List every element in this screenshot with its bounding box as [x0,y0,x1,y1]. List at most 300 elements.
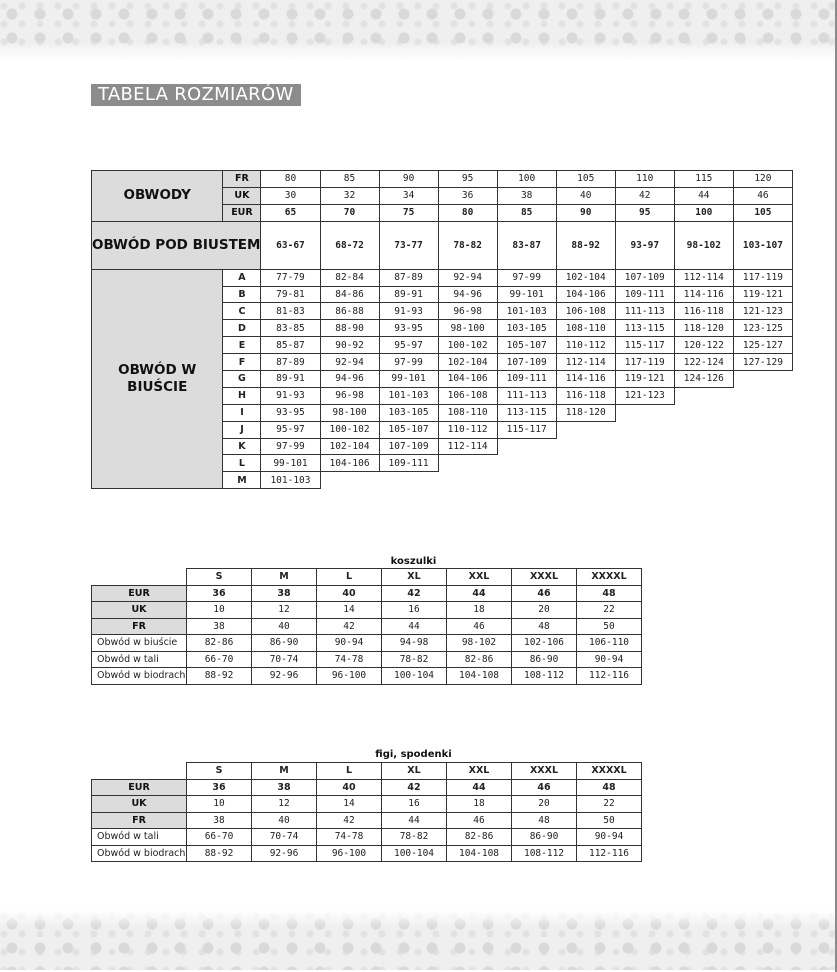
cup-letter: H [223,387,261,404]
figi-table [91,762,642,862]
band-size-cell: 120 [733,171,792,188]
bust-cell: 99-101 [261,455,320,472]
system-value: 16 [382,796,447,813]
system-value: 44 [382,618,447,635]
system-label: EUR [92,779,187,796]
system-value: 42 [317,812,382,829]
system-value: 38 [252,585,317,602]
bust-cell: 94-96 [320,371,379,388]
measure-label: Obwód w biodrach [92,845,187,862]
measure-value: 96-100 [317,845,382,862]
bust-cell: 107-109 [379,438,438,455]
bust-cell: 114-116 [674,286,733,303]
system-label: FR [92,812,187,829]
bust-cell: 109-111 [497,371,556,388]
size-header-row [92,569,642,586]
size-header: M [252,569,317,586]
measure-value: 88-92 [187,668,252,685]
empty-cell [379,472,438,489]
empty-cell [674,404,733,421]
lace-border-top [0,0,837,60]
bust-cell: 109-111 [379,455,438,472]
bust-cell: 116-118 [674,303,733,320]
system-value: 48 [577,585,642,602]
system-value: 48 [512,618,577,635]
system-label: UK [92,602,187,619]
bust-cell: 93-95 [261,404,320,421]
bust-cell: 96-98 [438,303,497,320]
band-size-cell: 100 [497,171,556,188]
size-header: XXXXL [577,763,642,780]
empty-cell [615,472,674,489]
bust-cell: 103-105 [379,404,438,421]
bust-cell: 100-102 [320,421,379,438]
system-value: 12 [252,796,317,813]
underbust-cell: 88-92 [556,221,615,269]
bust-cell: 117-119 [615,354,674,371]
system-value: 50 [577,618,642,635]
system-value: 10 [187,796,252,813]
bust-cell: 97-99 [379,354,438,371]
cup-letter: D [223,320,261,337]
size-header: XXXXL [577,569,642,586]
system-code: FR [223,171,261,188]
bust-cell: 112-114 [556,354,615,371]
bust-cell: 99-101 [497,286,556,303]
system-value: 36 [187,779,252,796]
system-value: 46 [512,585,577,602]
koszulki-caption: koszulki [390,556,437,567]
band-size-cell: 44 [674,187,733,204]
measure-row [92,651,642,668]
measure-row [92,668,642,685]
bust-cell: 87-89 [379,269,438,286]
empty-cell [497,455,556,472]
bust-cell: 110-112 [438,421,497,438]
system-value: 38 [187,812,252,829]
measure-value: 108-112 [512,845,577,862]
measure-label: Obwód w tali [92,651,187,668]
system-value: 48 [512,812,577,829]
underbust-cell: 68-72 [320,221,379,269]
system-row [92,618,642,635]
system-value: 44 [447,779,512,796]
bust-cell: 102-104 [320,438,379,455]
measure-value: 96-100 [317,668,382,685]
system-value: 12 [252,602,317,619]
bust-cell: 112-114 [674,269,733,286]
measure-value: 108-112 [512,668,577,685]
system-value: 44 [447,585,512,602]
underbust-cell: 73-77 [379,221,438,269]
size-header: S [187,569,252,586]
underbust-cell: 83-87 [497,221,556,269]
system-value: 18 [447,602,512,619]
bust-cell: 123-125 [733,320,792,337]
empty-cell [556,472,615,489]
bust-cell: 104-106 [320,455,379,472]
band-size-cell: 105 [733,204,792,221]
measure-value: 88-92 [187,845,252,862]
obwody-label: OBWODY [92,171,223,222]
bust-cell: 118-120 [674,320,733,337]
measure-value: 66-70 [187,651,252,668]
measure-value: 78-82 [382,651,447,668]
bust-cell: 108-110 [438,404,497,421]
bust-cell: 82-84 [320,269,379,286]
cup-letter: E [223,337,261,354]
cup-letter: C [223,303,261,320]
underbust-cell: 98-102 [674,221,733,269]
bust-cell: 83-85 [261,320,320,337]
size-header: L [317,569,382,586]
empty-cell [674,421,733,438]
size-header-row [92,763,642,780]
measure-value: 78-82 [382,829,447,846]
bust-cell: 102-104 [556,269,615,286]
system-row [92,602,642,619]
bust-cell: 119-121 [615,371,674,388]
empty-cell [556,421,615,438]
measure-label: Obwód w biuście [92,635,187,652]
band-size-cell: 80 [438,204,497,221]
bust-cell: 117-119 [733,269,792,286]
band-size-cell: 95 [438,171,497,188]
bust-cell: 114-116 [556,371,615,388]
empty-cell [674,438,733,455]
bust-cell: 110-112 [556,337,615,354]
bust-cell: 107-109 [497,354,556,371]
bust-cell: 90-92 [320,337,379,354]
measure-label: Obwód w tali [92,829,187,846]
bust-cell: 81-83 [261,303,320,320]
measure-value: 92-96 [252,845,317,862]
system-value: 50 [577,812,642,829]
size-header: XL [382,569,447,586]
system-value: 20 [512,796,577,813]
measure-value: 104-108 [447,668,512,685]
bust-cell: 94-96 [438,286,497,303]
system-value: 38 [187,618,252,635]
band-size-cell: 42 [615,187,674,204]
bust-cell: 124-126 [674,371,733,388]
bust-cell: 89-91 [261,371,320,388]
empty-cell [497,472,556,489]
system-row [92,779,642,796]
band-size-cell: 100 [674,204,733,221]
system-value: 40 [317,779,382,796]
figi-caption: figi, spodenki [375,749,452,760]
empty-cell [320,472,379,489]
system-value: 22 [577,796,642,813]
system-value: 22 [577,602,642,619]
size-header: XXXL [512,569,577,586]
bust-cell: 104-106 [438,371,497,388]
system-label: FR [92,618,187,635]
bust-cell: 103-105 [497,320,556,337]
measure-value: 70-74 [252,829,317,846]
measure-value: 90-94 [577,651,642,668]
band-size-cell: 115 [674,171,733,188]
empty-cell [615,404,674,421]
system-value: 18 [447,796,512,813]
measure-value: 82-86 [447,829,512,846]
band-size-cell: 80 [261,171,320,188]
cup-letter: J [223,421,261,438]
measure-value: 74-78 [317,651,382,668]
system-value: 48 [577,779,642,796]
bust-cell: 105-107 [379,421,438,438]
band-size-cell: 90 [379,171,438,188]
bust-cell: 97-99 [261,438,320,455]
bust-cell: 109-111 [615,286,674,303]
bust-cell: 91-93 [379,303,438,320]
empty-cell [556,438,615,455]
measure-value: 90-94 [577,829,642,846]
system-value: 40 [252,618,317,635]
system-label: EUR [92,585,187,602]
empty-cell [674,387,733,404]
bust-cell: 116-118 [556,387,615,404]
band-size-cell: 30 [261,187,320,204]
bust-cell: 95-97 [261,421,320,438]
cup-letter: F [223,354,261,371]
measure-value: 74-78 [317,829,382,846]
measure-value: 112-116 [577,845,642,862]
system-value: 20 [512,602,577,619]
system-value: 40 [317,585,382,602]
bust-cell: 92-94 [438,269,497,286]
measure-value: 66-70 [187,829,252,846]
measure-value: 98-102 [447,635,512,652]
band-size-cell: 65 [261,204,320,221]
system-value: 14 [317,602,382,619]
bust-cell: 108-110 [556,320,615,337]
system-value: 36 [187,585,252,602]
bust-cell: 101-103 [379,387,438,404]
measure-value: 90-94 [317,635,382,652]
band-size-cell: 40 [556,187,615,204]
underbust-cell: 63-67 [261,221,320,269]
measure-value: 106-110 [577,635,642,652]
bust-cell: 121-123 [733,303,792,320]
empty-cell [733,438,792,455]
measure-value: 100-104 [382,668,447,685]
size-header: XXXL [512,763,577,780]
underbust-cell: 78-82 [438,221,497,269]
system-value: 16 [382,602,447,619]
measure-value: 112-116 [577,668,642,685]
measure-label: Obwód w biodrach [92,668,187,685]
bust-cell: 111-113 [615,303,674,320]
bust-cell: 125-127 [733,337,792,354]
measure-row [92,829,642,846]
bust-cell: 102-104 [438,354,497,371]
system-row [92,812,642,829]
bust-cell: 100-102 [438,337,497,354]
koszulki-table [91,568,642,685]
bust-cell: 99-101 [379,371,438,388]
measure-value: 104-108 [447,845,512,862]
measure-row [92,845,642,862]
bust-cell: 101-103 [497,303,556,320]
bust-cell: 93-95 [379,320,438,337]
system-row [92,796,642,813]
system-value: 10 [187,602,252,619]
bust-cell: 113-115 [497,404,556,421]
empty-cell [733,404,792,421]
system-value: 44 [382,812,447,829]
underbust-label: OBWÓD POD BIUSTEM [92,221,261,269]
system-value: 46 [447,618,512,635]
bust-cell: 91-93 [261,387,320,404]
bust-cell: 87-89 [261,354,320,371]
bust-cell: 111-113 [497,387,556,404]
empty-cell [733,371,792,388]
bust-cell: 88-90 [320,320,379,337]
band-size-cell: 70 [320,204,379,221]
bust-cell: 95-97 [379,337,438,354]
measure-value: 92-96 [252,668,317,685]
bust-cell: 106-108 [438,387,497,404]
lace-border-bottom [0,910,837,970]
empty-cell [674,455,733,472]
band-size-cell: 105 [556,171,615,188]
empty-cell [497,438,556,455]
bust-cell: 96-98 [320,387,379,404]
size-header: S [187,763,252,780]
underbust-cell: 93-97 [615,221,674,269]
band-size-cell: 95 [615,204,674,221]
cup-letter: B [223,286,261,303]
bust-cell: 115-117 [497,421,556,438]
size-header: L [317,763,382,780]
bust-cell: 106-108 [556,303,615,320]
size-header: M [252,763,317,780]
system-code: EUR [223,204,261,221]
measure-value: 70-74 [252,651,317,668]
underbust-cell: 103-107 [733,221,792,269]
band-size-cell: 75 [379,204,438,221]
system-value: 38 [252,779,317,796]
system-value: 14 [317,796,382,813]
bust-cell: 77-79 [261,269,320,286]
bust-cell: 113-115 [615,320,674,337]
empty-cell [733,421,792,438]
cup-letter: I [223,404,261,421]
measure-value: 102-106 [512,635,577,652]
size-header: XXL [447,763,512,780]
bust-label: OBWÓD W BIUŚCIE [92,269,223,489]
cup-letter: K [223,438,261,455]
underbust-row [92,221,793,269]
bust-cell: 98-100 [438,320,497,337]
measure-value: 100-104 [382,845,447,862]
band-size-cell: 36 [438,187,497,204]
empty-cell [438,455,497,472]
bust-cell: 112-114 [438,438,497,455]
bust-cell: 115-117 [615,337,674,354]
bust-cell: 107-109 [615,269,674,286]
cup-letter: G [223,371,261,388]
bust-cell: 118-120 [556,404,615,421]
bust-cell: 92-94 [320,354,379,371]
bust-cell: 105-107 [497,337,556,354]
size-header: XXL [447,569,512,586]
bust-cell: 119-121 [733,286,792,303]
empty-cell [733,387,792,404]
measure-value: 86-90 [252,635,317,652]
empty-cell [733,472,792,489]
empty-cell [615,455,674,472]
bust-cell: 86-88 [320,303,379,320]
cup-letter: L [223,455,261,472]
cup-letter: M [223,472,261,489]
system-value: 46 [512,779,577,796]
page-title: TABELA ROZMIARÓW [91,84,301,106]
band-size-cell: 85 [497,204,556,221]
size-header: XL [382,763,447,780]
bust-cell: 79-81 [261,286,320,303]
bust-cell: 84-86 [320,286,379,303]
measure-value: 82-86 [187,635,252,652]
system-label: UK [92,796,187,813]
system-value: 42 [382,779,447,796]
measure-value: 86-90 [512,829,577,846]
blank-corner [92,763,187,780]
blank-corner [92,569,187,586]
empty-cell [615,438,674,455]
band-size-cell: 85 [320,171,379,188]
band-size-cell: 110 [615,171,674,188]
bust-cell: 104-106 [556,286,615,303]
bra-size-table [91,170,793,489]
band-size-cell: 32 [320,187,379,204]
bust-cell: 122-124 [674,354,733,371]
measure-value: 82-86 [447,651,512,668]
system-code: UK [223,187,261,204]
band-size-cell: 34 [379,187,438,204]
size-system-row [92,171,793,188]
bust-cell: 97-99 [497,269,556,286]
system-value: 46 [447,812,512,829]
empty-cell [733,455,792,472]
band-size-cell: 38 [497,187,556,204]
bust-cell: 98-100 [320,404,379,421]
system-value: 42 [317,618,382,635]
empty-cell [674,472,733,489]
bust-cell: 120-122 [674,337,733,354]
cup-letter: A [223,269,261,286]
cup-row [92,269,793,286]
empty-cell [438,472,497,489]
measure-value: 86-90 [512,651,577,668]
system-value: 40 [252,812,317,829]
bust-cell: 89-91 [379,286,438,303]
measure-row [92,635,642,652]
bust-cell: 85-87 [261,337,320,354]
empty-cell [556,455,615,472]
system-value: 42 [382,585,447,602]
bust-cell: 101-103 [261,472,320,489]
bust-cell: 127-129 [733,354,792,371]
measure-value: 94-98 [382,635,447,652]
band-size-cell: 46 [733,187,792,204]
bust-cell: 121-123 [615,387,674,404]
system-row [92,585,642,602]
empty-cell [615,421,674,438]
band-size-cell: 90 [556,204,615,221]
